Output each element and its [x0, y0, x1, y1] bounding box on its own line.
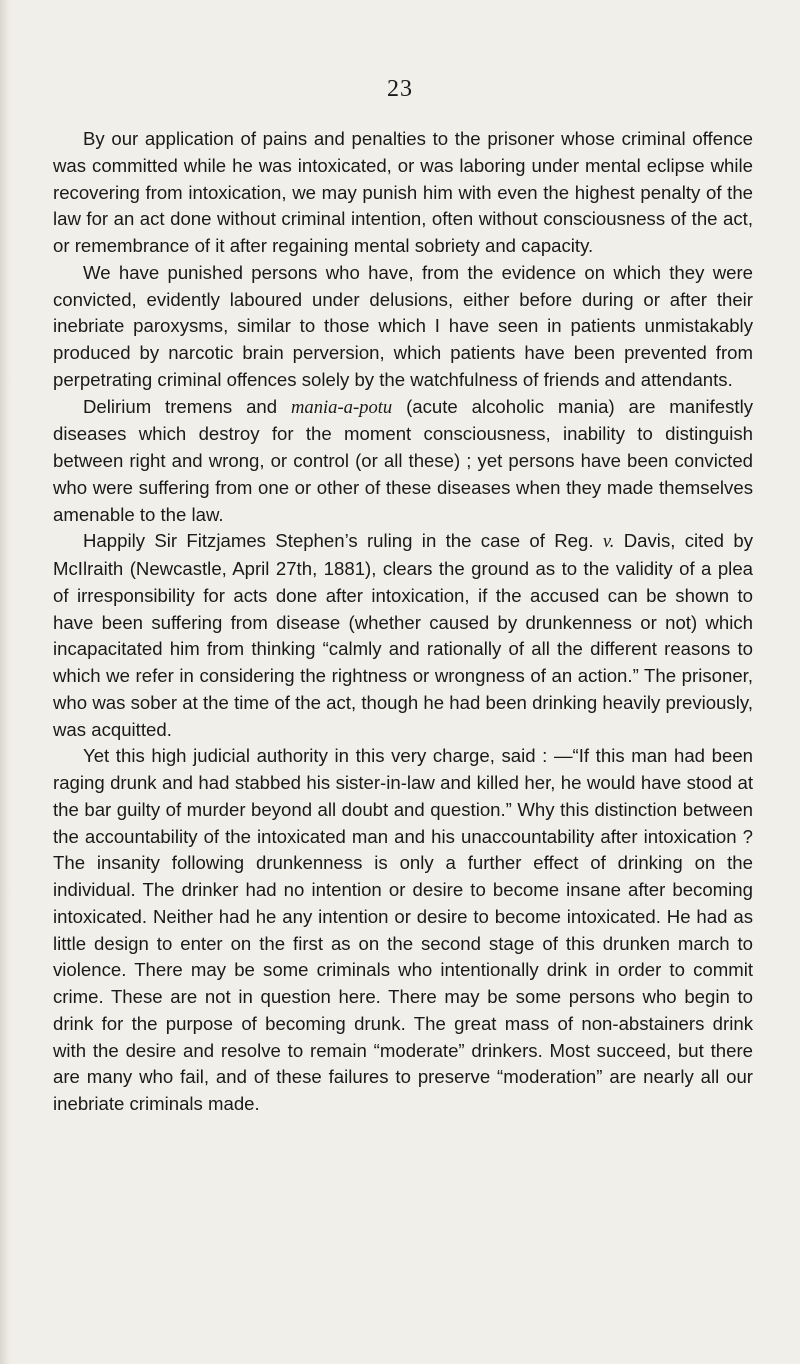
paragraph-2: We have punished persons who have, from the evidence on which they were convicted, evidently laboured under delusions, either before during or after their inebriate paroxysms, similar to those which I have seen in patients unmistakably produced by narcotic brain perversion, which patients have been prevented from perpetrating criminal offences solely by the watchfulness of friends and attendants.	[53, 261, 753, 390]
paragraph-3-italic-term: mania-a-potu	[290, 396, 393, 418]
paragraph-3-text-before: Delirium tremens and	[83, 395, 291, 417]
paragraph-4	[53, 528, 753, 743]
paragraph-3-text-after: (acute alcoholic mania) are manifestly diseases which destroy for the moment consciousness, inability to distinguish between right and wrong, or control (or all these) ; yet persons have been convicted who were suffering from one or other of these diseases when they made themselves amenable to the law.	[53, 395, 753, 525]
paragraph-4-text-after: Davis, cited by McIlraith (Newcastle, April 27th, 1881), clears the ground as to the validity of a plea of irresponsibility for acts done after intoxication, if the accused can be shown to have been suffering from disease (whether caused by drunkenness or not) which incapacitated him from thinking “calmly and rationally of all the different reasons to which we refer in considering the rightness or wrongness of an action.” The prisoner, who was sober at the time of the act, though he had been drinking heavily previously, was acquitted.	[53, 530, 753, 740]
paragraph-3	[53, 394, 753, 529]
body-text	[53, 126, 753, 1118]
page-number: 23	[387, 76, 413, 102]
paragraph-1: By our application of pains and penalties to the prisoner whose criminal offence was committed while he was intoxicated, or was laboring under mental eclipse while recovering from intoxication, we may punish him with even the highest penalty of the law for an act done without criminal intention, often without consciousness of the act, or remembrance of it after regaining mental sobriety and capacity.	[53, 128, 753, 256]
paragraph-4-text-before: Happily Sir Fitzjames Stephen’s ruling in the case of Reg.	[83, 530, 603, 552]
paragraph-4-italic-term: v.	[602, 531, 615, 553]
paragraph-5: Yet this high judicial authority in this very charge, said : —“If this man had been raging drunk and had stabbed his sister-in-law and killed her, he would have stood at the bar guilty of murder beyond all doubt and question.” Why this distinction between the accountability of the intoxicated man and his unaccountability after intoxication ? The insanity following drunkenness is only a further effect of drinking on the individual. The drinker had no intention or desire to become insane after becoming intoxicated. Neither had he any intention or desire to become intoxicated. He had as little design to enter on the first as on the second stage of this drunken march to violence. There may be some criminals who intentionally drink in order to commit crime. These are not in question here. There may be some persons who begin to drink for the purpose of becoming drunk. The great mass of non-abstainers drink with the desire and resolve to remain “moderate” drinkers. Most succeed, but there are many who fail, and of these failures to preserve “moderation” are nearly all our inebriate criminals made.	[53, 745, 753, 1114]
